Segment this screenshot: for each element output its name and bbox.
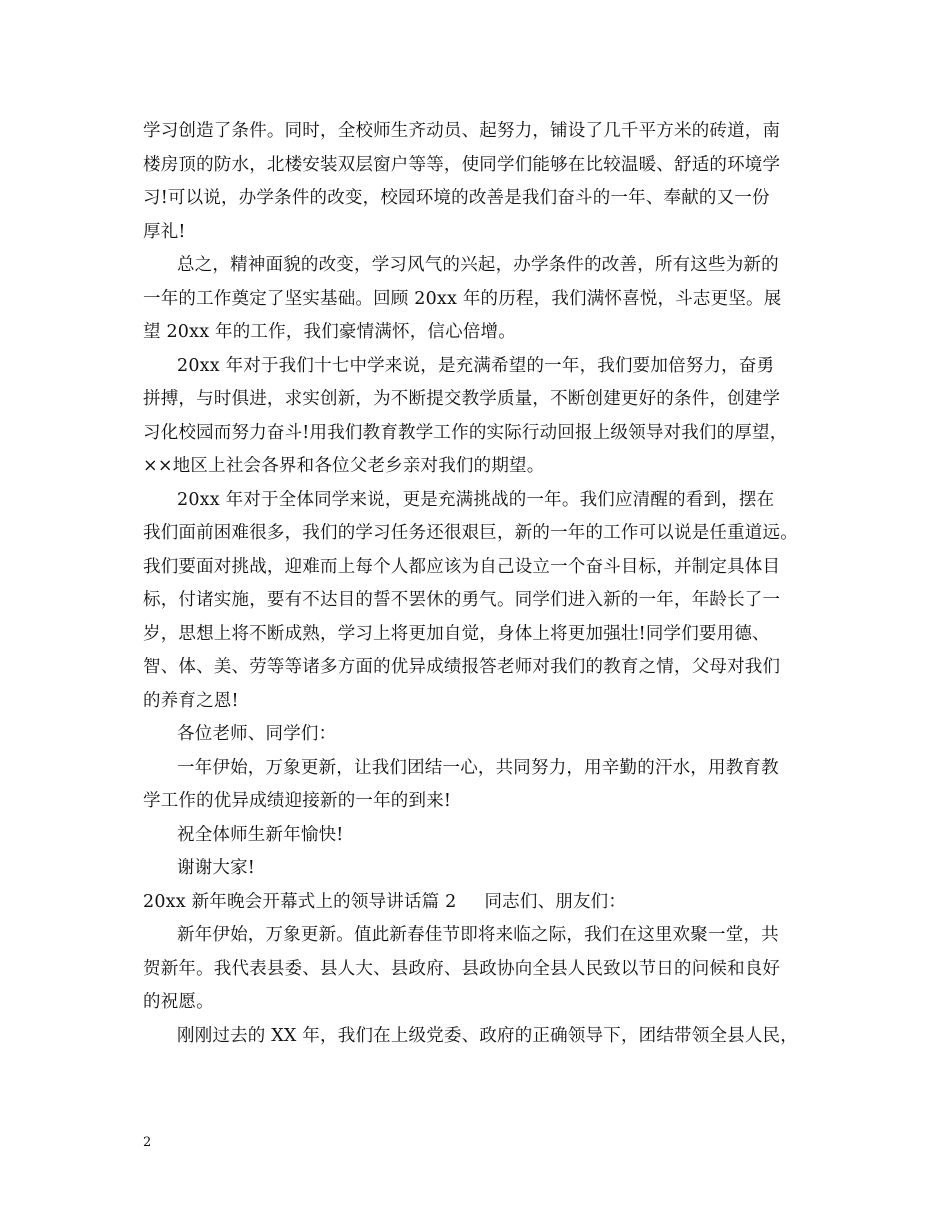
section-greeting: 同志们、朋友们： — [484, 891, 627, 912]
text-line: 一年的工作奠定了坚实基础。回顾 20xx 年的历程，我们满怀喜悦，斗志更坚。展 — [143, 288, 782, 309]
text-line: 拼搏，与时俱进，求实创新，为不断提交教学质量，不断创建更好的条件，创建学 — [143, 389, 781, 409]
closing-line: 谢谢大家! — [177, 858, 256, 878]
text-line: 学工作的优异成绩迎接新的一年的到来! — [143, 791, 452, 811]
paragraph-start-line: 新年伊始，万象更新。值此新春佳节即将来临之际，我们在这里欢聚一堂，共 — [177, 925, 779, 945]
text-line: 楼房顶的防水，北楼安装双层窗户等等，使同学们能够在比较温暖、舒适的环境学 — [143, 154, 781, 175]
closing-line: 祝全体师生新年愉快! — [177, 824, 344, 845]
text-line: 我们要面对挑战，迎难而上每个人都应该为自己设立一个奋斗目标，并制定具体目 — [143, 556, 781, 577]
salutation-line: 各位老师、同学们： — [177, 724, 337, 744]
text-line: ××地区上社会各界和各位父老乡亲对我们的期望。 — [143, 456, 545, 476]
text-line: 学习创造了条件。同时，全校师生齐动员、起努力，铺设了几千平方米的砖道，南 — [143, 121, 781, 141]
text-line: 的祝愿。 — [143, 992, 214, 1012]
paragraph-start-line: 20xx 年对于我们十七中学来说，是充满希望的一年，我们要加倍努力，奋勇 — [177, 355, 775, 376]
paragraph-start-line: 总之，精神面貌的改变，学习风气的兴起，办学条件的改善，所有这些为新的 — [177, 255, 779, 275]
text-line: 习化校园而努力奋斗!用我们教育教学工作的实际行动回报上级领导对我们的厚望， — [143, 422, 788, 443]
text-line: 贺新年。我代表县委、县人大、县政府、县政协向全县人民致以节日的问候和良好 — [143, 958, 781, 979]
text-line: 习!可以说，办学条件的改变，校园环境的改善是我们奋斗的一年、奉献的又一份 — [143, 188, 770, 208]
text-line: 我们面前困难很多，我们的学习任务还很艰巨，新的一年的工作可以说是任重道远。 — [143, 523, 798, 543]
document-body — [143, 115, 823, 1053]
text-line: 标，付诸实施，要有不达目的誓不罢休的勇气。同学们进入新的一年，年龄长了一 — [143, 590, 781, 610]
page-number: 2 — [143, 1135, 152, 1150]
text-line: 望 20xx 年的工作，我们豪情满怀，信心倍增。 — [143, 322, 516, 342]
text-line: 的养育之恩! — [143, 690, 239, 711]
section-title: 20xx 新年晚会开幕式上的领导讲话篇 2 — [143, 891, 457, 912]
text-line: 智、体、美、劳等等诸多方面的优异成绩报答老师对我们的教育之情，父母对我们 — [143, 657, 781, 677]
paragraph-start-line: 一年伊始，万象更新，让我们团结一心，共同努力，用辛勤的汗水，用教育教 — [177, 757, 779, 778]
paragraph-start-line: 20xx 年对于全体同学来说，更是充满挑战的一年。我们应清醒的看到，摆在 — [177, 489, 775, 510]
text-line: 岁，思想上将不断成熟，学习上将更加自觉，身体上将更加强壮!同学们要用德、 — [143, 623, 770, 644]
text-line: 厚礼! — [143, 221, 186, 242]
paragraph-start-line: 刚刚过去的 XX 年，我们在上级党委、政府的正确领导下，团结带领全县人民， — [177, 1025, 798, 1046]
section-heading — [143, 886, 823, 920]
